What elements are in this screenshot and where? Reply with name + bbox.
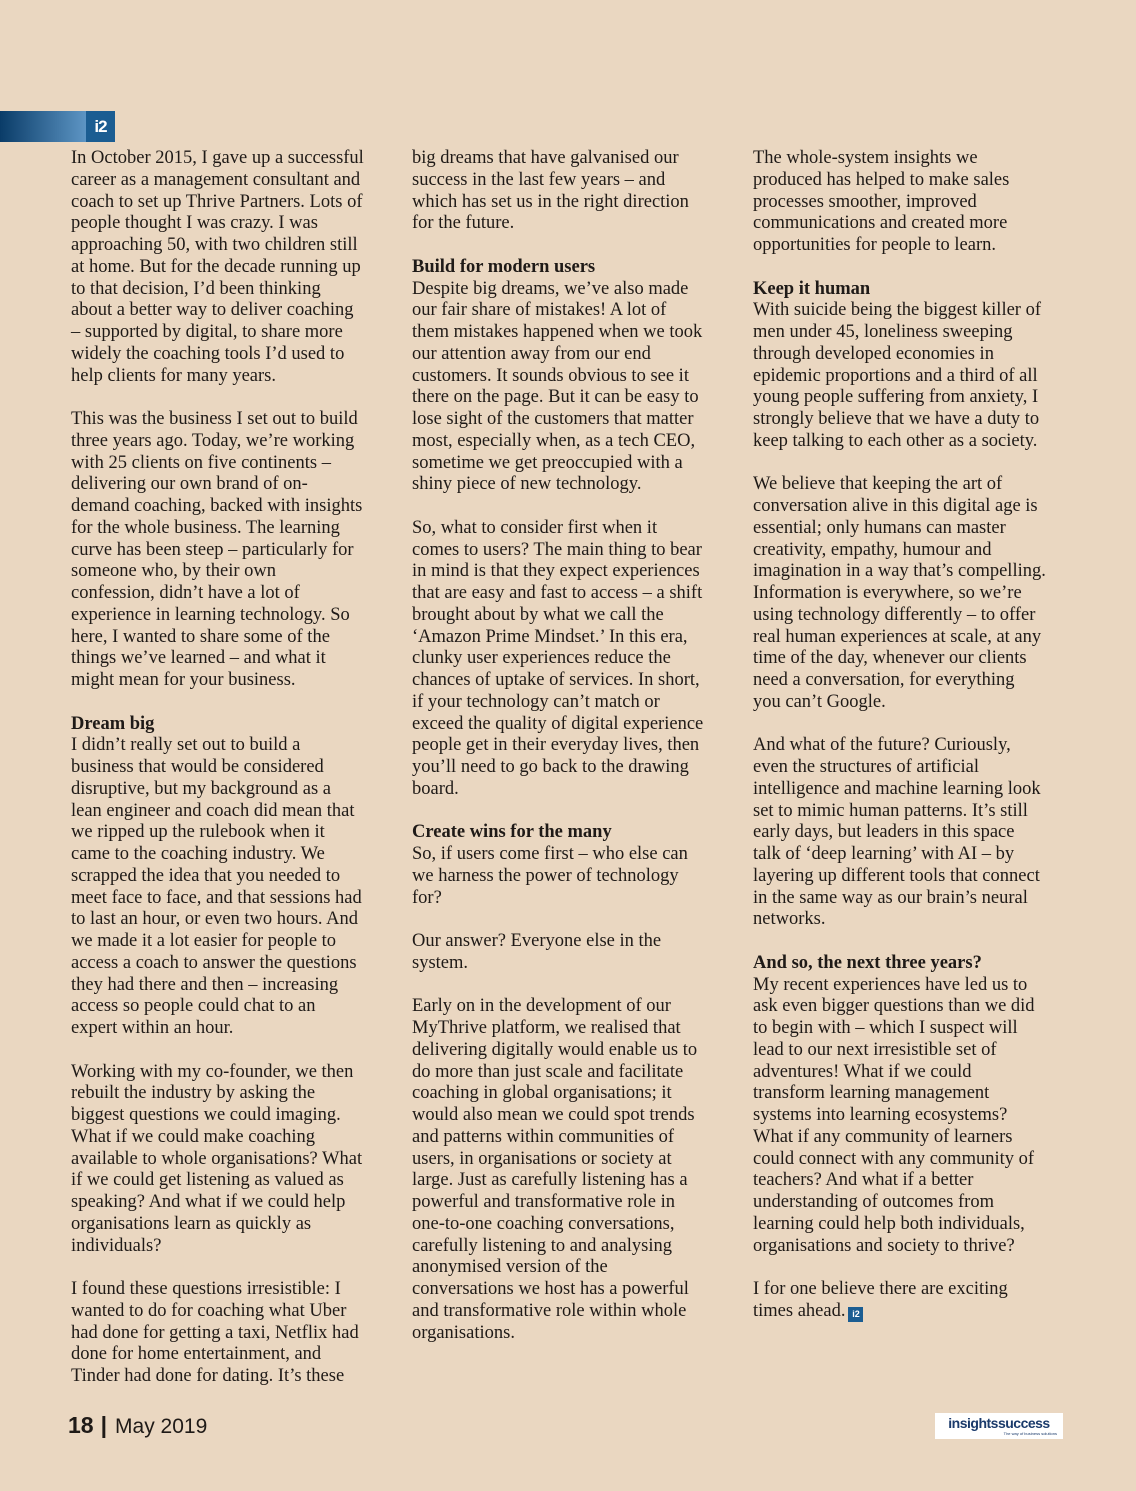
section-heading	[412, 822, 732, 844]
paragraph-text: I didn’t really set out to build a business that would be considered disruptive, but my background as a lean engineer and coach did mean that we ripped up the rulebook when it came to the coaching industry. We scrapped the idea that you needed to meet face to face, and that sessions had to last an hour, or even two hours. And we made it a lot easier for people to access a coach to answer the questions they had there and then – increasing access so people could chat to an expert within an hour.	[71, 735, 362, 1038]
paragraph	[753, 148, 1071, 257]
paragraph	[753, 975, 1071, 1258]
paragraph	[412, 844, 732, 909]
paragraph	[753, 300, 1071, 452]
section-heading	[753, 953, 1071, 975]
paragraph-text: I found these questions irresistible: I wanted to do for coaching what Uber had done for getting a taxi, Netflix had done for home entertainment, and Tinder had done for dating. It’s these	[71, 1279, 359, 1386]
paragraph-text: And what of the future? Curiously, even the structures of artificial intelligence and machine learning look set to mimic human patterns. It’s still early days, but leaders in this space talk of ‘deep learning’ with AI – by layering up different tools that connect in the same way as our brain’s neural networks.	[753, 735, 1041, 930]
page-number: 18	[68, 1412, 94, 1438]
paragraph-text: big dreams that have galvanised our success in the last few years – and which has set us in the right direction for the future.	[412, 148, 689, 234]
paragraph	[412, 279, 732, 497]
paragraph	[71, 409, 391, 692]
section-heading-text: Build for modern users	[412, 256, 596, 277]
section-heading-text: Create wins for the many	[412, 822, 612, 843]
paragraph-text: So, if users come first – who else can we harness the power of technology for?	[412, 844, 688, 908]
paragraph	[412, 148, 732, 235]
paragraph	[71, 1279, 391, 1388]
section-heading	[412, 257, 732, 279]
magazine-logo-icon: i2	[86, 111, 115, 142]
paragraph	[753, 735, 1071, 931]
paragraph-text: Working with my co-founder, we then rebuilt the industry by asking the biggest questions we could imaging. What if we could make coaching available to whole organisations? What if we could get listening as valued as speaking? And what if we could help organisations learn as quickly as individuals?	[71, 1061, 363, 1256]
paragraph	[71, 1062, 391, 1258]
section-heading-text: Dream big	[71, 713, 155, 734]
paragraph	[71, 148, 391, 387]
paragraph-text: So, what to consider first when it comes to users? The main thing to bear in mind is that they expect experiences that are easy and fast to access – a shift brought about by what we call the ‘Amazon Prime Mindset.’ In this era, clunky user experiences reduce the chances of uptake of services. In short, if your technology can’t match or exceed the quality of digital experience people get in their everyday lives, then you’ll need to go back to the drawing board.	[412, 517, 704, 799]
publisher-logo-name: insightssuccess	[948, 1415, 1050, 1431]
article-column-2	[412, 148, 732, 1366]
paragraph-text: The whole-system insights we produced has helped to make sales processes smoother, improved communications and created more opportunities for people to learn.	[753, 148, 1010, 255]
publisher-logo-tagline: The way of business solutions	[1003, 1431, 1057, 1436]
paragraph	[753, 1279, 1071, 1323]
paragraph-text: Early on in the development of our MyThrive platform, we realised that delivering digitally would enable us to do more than just scale and facilitate coaching in global organisations; it would also mean we could spot trends and patterns within communities of users, in organisations or society at large. Just as carefully listening has a powerful and transformative role in one-to-one coaching conversations, carefully listening to and analysing anonymised version of the conversations we host has a powerful and transformative role within whole organisations.	[412, 996, 698, 1343]
paragraph-text: In October 2015, I gave up a successful career as a management consultant and coach to set up Thrive Partners. Lots of people thought I was crazy. I was approaching 50, with two children still at home. But for the decade running up to that decision, I’d been thinking about a better way to deliver coaching – supported by digital, to share more widely the coaching tools I’d used to help clients for many years.	[71, 148, 364, 386]
publisher-logo	[935, 1413, 1063, 1439]
paragraph-text: I for one believe there are exciting times ahead.	[753, 1279, 1008, 1321]
section-heading-text: And so, the next three years?	[753, 952, 982, 973]
paragraph	[412, 996, 732, 1344]
paragraph-text: My recent experiences have led us to ask even bigger questions than we did to begin with – which I suspect will lead to our next irresistible set of adventures! What if we could transform learning management systems into learning ecosystems? What if any community of learners could connect with any community of teachers? And what if a better understanding of outcomes from learning could help both individuals, organisations and society to thrive?	[753, 974, 1035, 1256]
section-heading	[753, 279, 1071, 301]
footer-separator: |	[100, 1412, 108, 1438]
section-heading	[71, 714, 391, 736]
paragraph-text: Despite big dreams, we’ve also made our fair share of mistakes! A lot of them mistakes happened when we took our attention away from our end customers. It sounds obvious to see it there on the page. But it can be easy to lose sight of the customers that matter most, especially when, as a tech CEO, sometime we get preoccupied with a shiny piece of new technology.	[412, 278, 703, 495]
paragraph	[412, 518, 732, 801]
issue-date: May 2019	[115, 1415, 208, 1438]
paragraph-text: We believe that keeping the art of conversation alive in this digital age is essential; only humans can master creativity, empathy, humour and imagination in a way that’s compelling. Information is everywhere, so we’re using technology differently – to offer real human experiences at scale, at any time of the day, whenever our clients need a conversation, for everything you can’t Google.	[753, 474, 1046, 712]
end-of-article-icon: i2	[848, 1307, 863, 1322]
header-accent-bar	[0, 111, 86, 142]
page-footer	[68, 1412, 207, 1439]
paragraph-text: Our answer? Everyone else in the system.	[412, 931, 662, 973]
paragraph	[753, 474, 1071, 713]
article-column-1	[71, 148, 391, 1410]
paragraph	[71, 735, 391, 1040]
article-column-3	[753, 148, 1071, 1344]
paragraph	[412, 931, 732, 975]
paragraph-text: This was the business I set out to build three years ago. Today, we’re working with 25 clients on five continents – delivering our own brand of on- demand coaching, backed with insights for the whole business. The learning curve has been steep – particularly for someone who, by their own confession, didn’t have a lot of experience in learning technology. So here, I wanted to share some of the things we’ve learned – and what it might mean for your business.	[71, 409, 363, 690]
section-heading-text: Keep it human	[753, 278, 871, 299]
paragraph-text: With suicide being the biggest killer of men under 45, loneliness sweeping through developed economies in epidemic proportions and a third of all young people suffering from anxiety, I strongly believe that we have a duty to keep talking to each other as a society.	[753, 300, 1041, 451]
